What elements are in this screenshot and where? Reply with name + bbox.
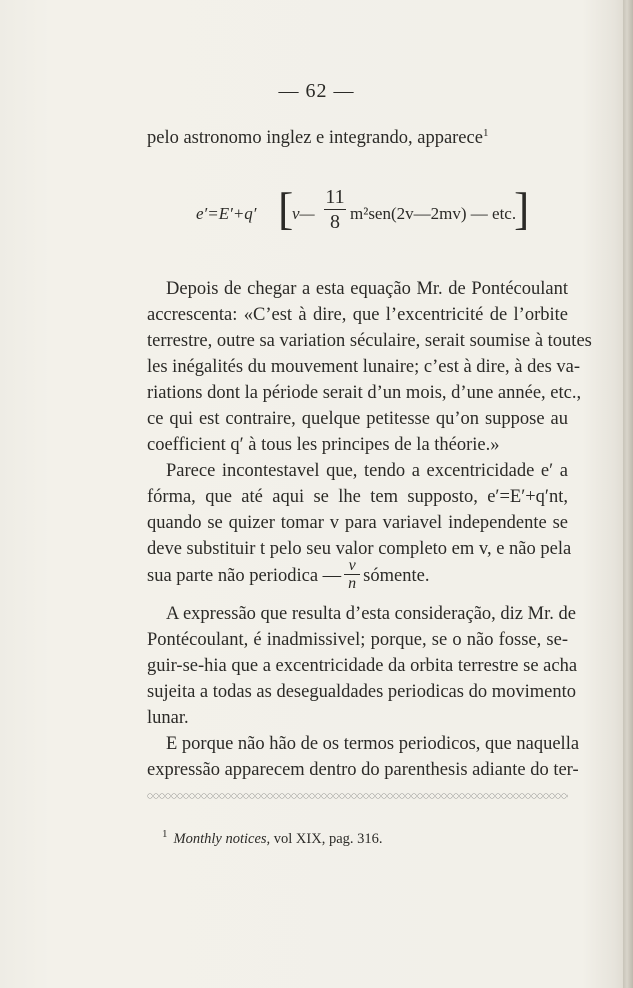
equation-fraction-denominator: 8 [330, 211, 340, 233]
paragraph-3-line: Pontécoulant, é inadmissivel; porque, se o não fosse, se- [147, 630, 568, 650]
equation-fraction [324, 186, 346, 233]
paragraph-3-line: lunar. [147, 708, 189, 728]
paragraph-2-line: quando se quizer tomar v para variavel independente se [147, 513, 568, 533]
paragraph-1-line: terrestre, outre sa variation séculaire, serait soumise à toutes [147, 331, 592, 351]
page-edge [623, 0, 633, 988]
equation [196, 183, 536, 246]
paragraph-1-line: ce qui est contraire, quelque petitesse qu’on suppose au [147, 409, 568, 429]
intro-line [147, 125, 568, 151]
paragraph-2-last-line [147, 557, 568, 593]
paragraph-2-last-before: sua parte não periodica — [147, 565, 342, 586]
paragraph-2-line: deve substituir t pelo seu valor completo em v, e não pela [147, 539, 572, 559]
paragraph-3-line: sujeita a todas as desegualdades periodicas do movimento [147, 682, 576, 702]
footnote-rest: vol XIX, pag. 316. [273, 830, 383, 847]
paragraph-1-line: coefficient q′ à tous les principes de la théorie.» [147, 435, 500, 455]
paragraph-4-line: E porque não hão de os termos periodicos, que naquella [166, 734, 580, 754]
intro-text: pelo astronomo inglez e integrando, apparece [147, 128, 483, 148]
paragraph-1-line: les inégalités du mouvement lunaire; c’est à dire, à des va- [147, 357, 581, 377]
paragraph-4-line: expressão apparecem dentro do parenthesis adiante do ter- [147, 760, 579, 780]
equation-lhs: e′=E′+q′ [196, 204, 257, 223]
paragraph-1-line: riations dont la période serait d’un mois, d’une année, etc., [147, 383, 582, 403]
paragraph-3-line: A expressão que resulta d’esta consideração, diz Mr. de [166, 604, 576, 624]
equation-v: v— [292, 204, 315, 223]
footnote-reference: 1 [482, 126, 489, 139]
paragraph-1-line: Depois de chegar a esta equação Mr. de Pontécoulant [166, 279, 568, 299]
footnote-mark: 1 [162, 828, 168, 840]
paragraph-1-line: accrescenta: «C’est à dire, que l’excentricité de l’orbite [147, 305, 568, 325]
page-number: — 62 — [278, 80, 355, 102]
paragraph-2-line: fórma, que até aqui se lhe tem supposto, e′=E′+q′nt, [147, 487, 568, 507]
paragraph-2-last-after: sómente. [363, 565, 430, 586]
footnote-source: Monthly notices, [173, 830, 271, 847]
paragraph-3-line: guir-se-hia que a excentricidade da orbita terrestre se acha [147, 656, 578, 676]
footnote-divider [147, 793, 568, 799]
equation-bracket-right: ] [514, 183, 530, 234]
inline-fraction-numerator: v [348, 557, 356, 574]
equation-rest: m²sen(2v—2mv) — etc. [350, 204, 517, 223]
equation-fraction-numerator: 11 [325, 186, 345, 208]
paragraph-2-line: Parece incontestavel que, tendo a excentricidade e′ a [166, 461, 568, 481]
equation-bracket-left: [ [278, 183, 294, 234]
inline-fraction [344, 558, 360, 591]
inline-fraction-denominator: n [348, 575, 357, 592]
footnote [162, 828, 383, 848]
fraction-bar [324, 209, 346, 210]
